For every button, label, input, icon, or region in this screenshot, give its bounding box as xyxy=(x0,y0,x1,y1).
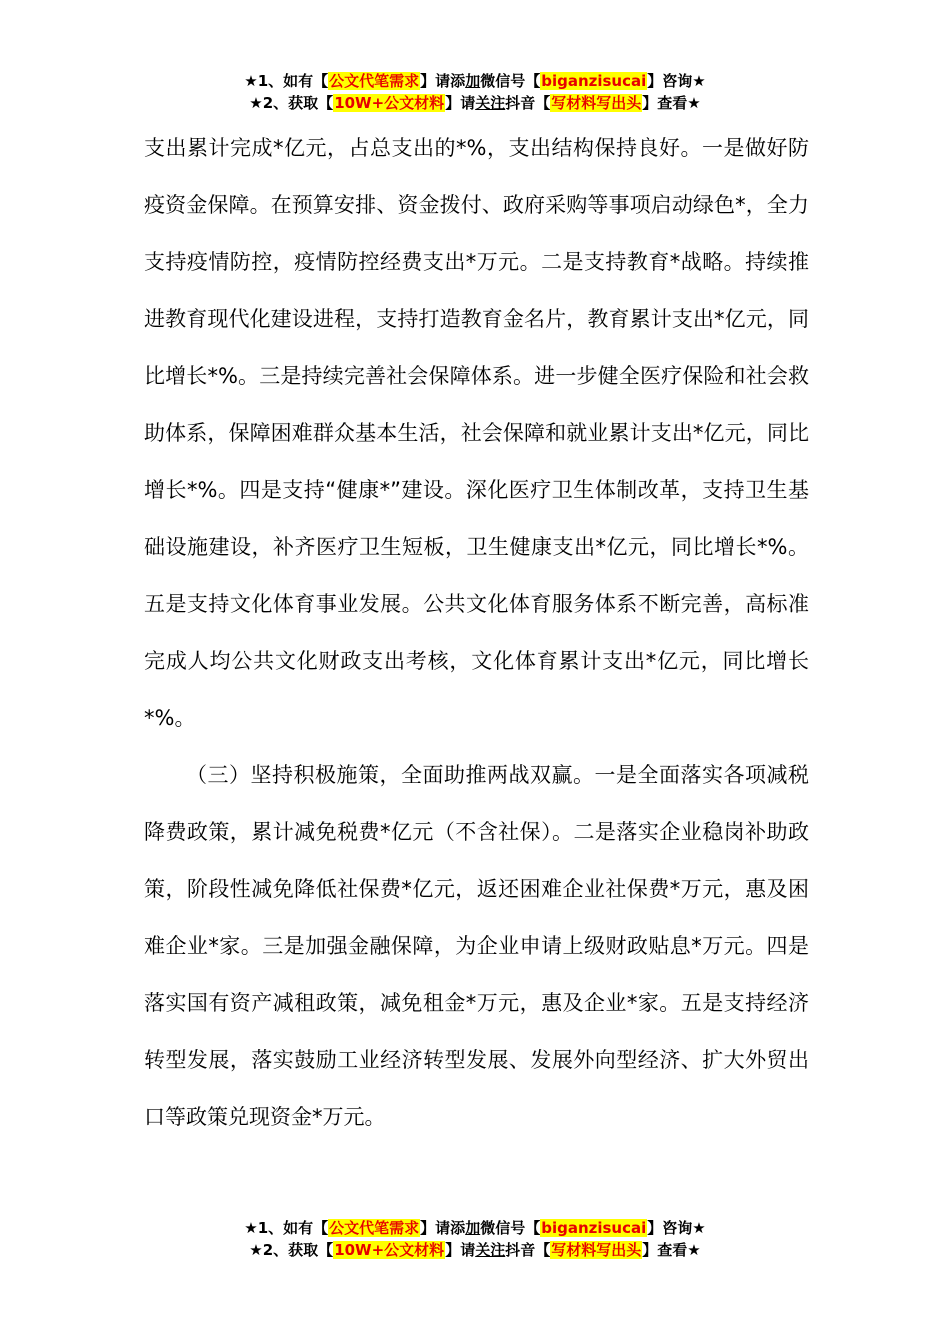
highlight-douyin: 写材料写出头 xyxy=(551,94,642,112)
banner-line-2: ★2、获取【10W+公文材料】请关注抖音【写材料写出头】查看★ xyxy=(249,94,701,112)
banner-line-1: ★1、如有【公文代笔需求】请添加微信号【biganzisucai】咨询★ xyxy=(244,72,706,90)
paragraph-spending: 支出累计完成*亿元，占总支出的*%，支出结构保持良好。一是做好防疫资金保障。在预算安排、资金拨付、政府采购等事项启动绿色*，全力支持疫情防控，疫情防控经费支出*万元。二是支持教育*战略。持续推进教育现代化建设进程，支持打造教育金名片，教育累计支出*亿元，同比增长*%。三是持续完善社会保障体系。进一步健全医疗保险和社会救助体系，保障困难群众基本生活，社会保障和就业累计支出*亿元，同比增长*%。四是支持“健康*”建设。深化医疗卫生体制改革，支持卫生基础设施建设，补齐医疗卫生短板，卫生健康支出*亿元，同比增长*%。五是支持文化体育事业发展。公共文化体育服务体系不断完善，高标准完成人均公共文化财政支出考核，文化体育累计支出*亿元，同比增长*%。 xyxy=(144,136,809,730)
banner-line-2: ★2、获取【10W+公文材料】请关注抖音【写材料写出头】查看★ xyxy=(249,1241,701,1259)
banner-line-1: ★1、如有【公文代笔需求】请添加微信号【biganzisucai】咨询★ xyxy=(244,1219,706,1237)
highlight-wechat-id: biganzisucai xyxy=(541,72,647,90)
highlight-service: 公文代笔需求 xyxy=(329,1219,420,1237)
footer-banner xyxy=(0,1217,950,1261)
highlight-wechat-id: biganzisucai xyxy=(541,1219,647,1237)
highlight-materials: 10W+公文材料 xyxy=(334,1241,445,1259)
highlight-materials: 10W+公文材料 xyxy=(334,94,445,112)
highlight-service: 公文代笔需求 xyxy=(329,72,420,90)
highlight-douyin: 写材料写出头 xyxy=(551,1241,642,1259)
document-body xyxy=(144,120,809,1146)
paragraph-measures: （三）坚持积极施策，全面助推两战双赢。一是全面落实各项减税降费政策，累计减免税费*亿元（不含社保）。二是落实企业稳岗补助政策，阶段性减免降低社保费*亿元，返还困难企业社保费*万元，惠及困难企业*家。三是加强金融保障，为企业申请上级财政贴息*万元。四是落实国有资产减租政策，减免租金*万元，惠及企业*家。五是支持经济转型发展，落实鼓励工业经济转型发展、发展外向型经济、扩大外贸出口等政策兑现资金*万元。 xyxy=(144,763,809,1129)
header-banner xyxy=(0,70,950,114)
